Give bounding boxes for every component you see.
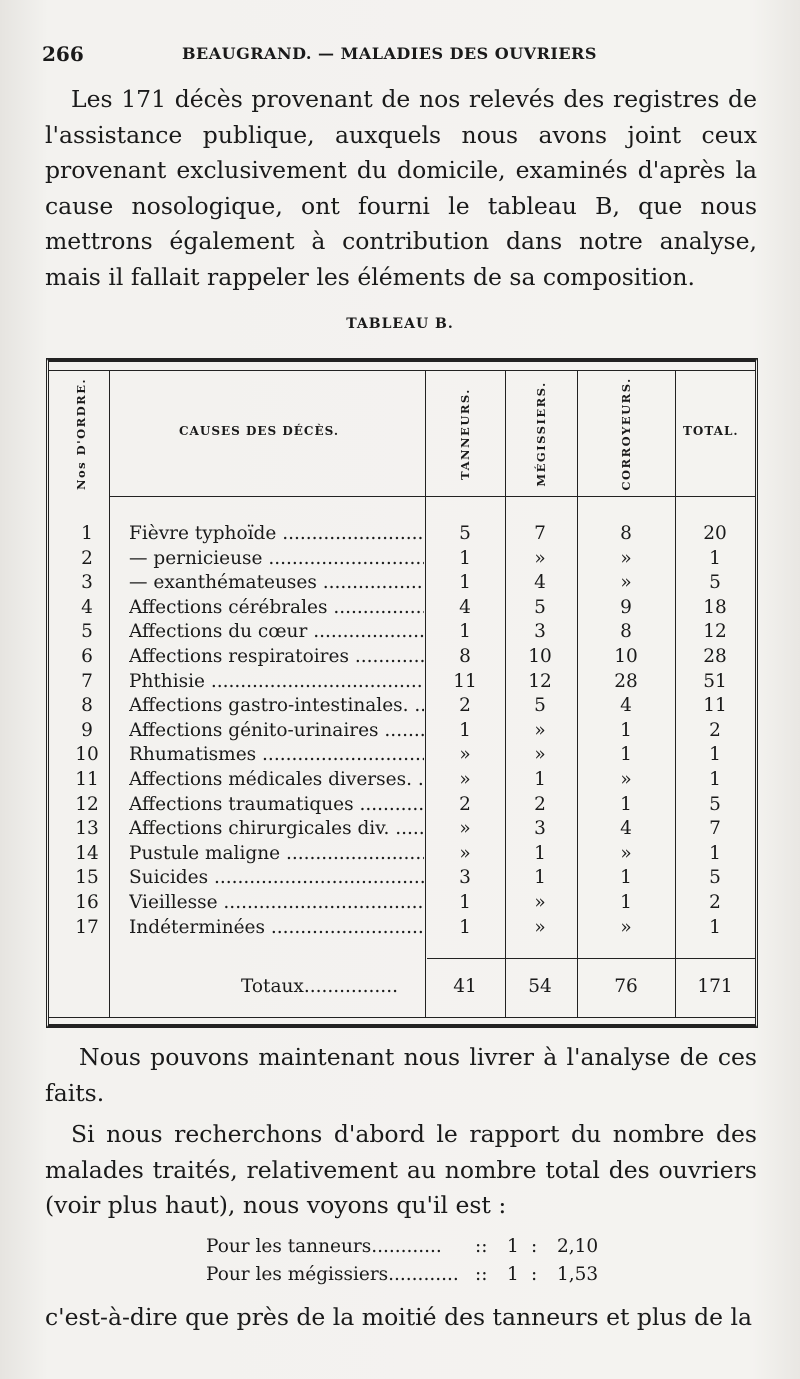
table-row (49, 695, 761, 720)
row-tanneurs: 8 (459, 645, 471, 667)
row-total: 11 (703, 695, 727, 717)
row-number: 6 (81, 645, 93, 667)
ratio-intro-paragraph: Si nous recherchons d'abord le rapport du nombre des malades traités, relativement au nombre total des ouvriers (voir plus haut), nous voyons qu'il est : (45, 1120, 757, 1219)
row-corroyeurs: 4 (620, 818, 632, 840)
row-number: 15 (75, 867, 99, 889)
ratio-megissiers (0, 1264, 800, 1292)
table-row (49, 917, 761, 942)
table-row (49, 720, 761, 745)
ratio-colon: : (531, 1264, 538, 1285)
row-megissiers: 1 (534, 867, 546, 889)
ratio-tanneurs (0, 1236, 800, 1264)
row-total: 12 (703, 621, 727, 643)
row-cause: Indéterminées ..... (129, 917, 424, 938)
table-row (49, 621, 761, 646)
ratio-a: 1 (507, 1264, 519, 1285)
row-tanneurs: 1 (459, 891, 471, 913)
row-tanneurs: » (459, 842, 471, 864)
row-corroyeurs: 1 (620, 719, 632, 741)
row-cause: Affections du cœur ..... (129, 621, 424, 642)
row-number: 1 (81, 523, 93, 544)
row-cause: — exanthémateuses ..... (129, 572, 424, 593)
table-row (49, 867, 761, 892)
row-total: 1 (709, 547, 721, 569)
row-cause: Affections gastro-intestinales. ..... (129, 695, 424, 716)
row-corroyeurs: 1 (620, 891, 632, 913)
row-megissiers: » (534, 744, 546, 766)
row-megissiers: 5 (534, 695, 546, 717)
row-tanneurs: 4 (459, 596, 471, 618)
row-cause: Affections traumatiques ..... (129, 794, 424, 815)
row-total: 18 (703, 596, 727, 618)
row-cause: Vieillesse ..... (129, 892, 424, 913)
totals-rule (427, 958, 755, 959)
row-corroyeurs: 1 (620, 744, 632, 766)
row-corroyeurs: 8 (620, 621, 632, 643)
row-cause: Affections cérébrales ..... (129, 597, 424, 618)
row-total: 51 (703, 670, 727, 692)
row-corroyeurs: » (620, 547, 632, 569)
running-title: BEAUGRAND. — MALADIES DES OUVRIERS (182, 44, 597, 63)
total-corroyeurs: 76 (614, 976, 638, 997)
row-number: 12 (75, 793, 99, 815)
row-corroyeurs: 1 (620, 867, 632, 889)
row-number: 17 (75, 916, 99, 938)
row-tanneurs: 1 (459, 572, 471, 594)
row-cause: Affections génito-urinaires ..... (129, 720, 424, 741)
page-number: 266 (42, 42, 84, 66)
row-cause: Pustule maligne ..... (129, 843, 424, 864)
row-corroyeurs: 28 (614, 670, 638, 692)
table-row (49, 548, 761, 573)
row-cause: Phthisie ..... (129, 671, 424, 692)
ratio-b: 2,10 (557, 1236, 599, 1257)
row-tanneurs: » (459, 744, 471, 766)
row-number: 7 (81, 670, 93, 692)
totals-row (49, 976, 761, 1002)
row-total: 28 (703, 645, 727, 667)
table-row (49, 892, 761, 917)
row-megissiers: 12 (528, 670, 552, 692)
header-number: Nos D'ORDRE. (74, 377, 88, 491)
row-total: 2 (709, 891, 721, 913)
row-megissiers: 7 (534, 523, 546, 544)
row-cause: — pernicieuse ..... (129, 548, 424, 569)
ratio-label: Pour les mégissiers ..... (206, 1264, 470, 1285)
total-all: 171 (697, 976, 733, 997)
ratio-b: 1,53 (557, 1264, 599, 1285)
row-corroyeurs: 8 (620, 523, 632, 544)
ratio-label: Pour les tanneurs ..... (206, 1236, 470, 1257)
row-megissiers: 1 (534, 842, 546, 864)
table-row (49, 794, 761, 819)
row-number: 10 (75, 744, 99, 766)
row-total: 5 (709, 793, 721, 815)
row-megissiers: 2 (534, 793, 546, 815)
row-number: 5 (81, 621, 93, 643)
table-top-rule (49, 370, 755, 371)
row-tanneurs: » (459, 768, 471, 790)
table-row (49, 646, 761, 671)
row-tanneurs: 1 (459, 547, 471, 569)
header-tanneurs: TANNEURS. (458, 388, 472, 480)
row-cause: Suicides ..... (129, 867, 424, 888)
row-corroyeurs: 10 (614, 645, 638, 667)
row-megissiers: 5 (534, 596, 546, 618)
table-row (49, 597, 761, 622)
header-corroyeurs: CORROYEURS. (619, 377, 633, 491)
totals-label: Totaux ..... (241, 976, 425, 997)
row-total: 1 (709, 768, 721, 790)
row-total: 1 (709, 842, 721, 864)
row-megissiers: » (534, 891, 546, 913)
row-tanneurs: 1 (459, 621, 471, 643)
row-megissiers: » (534, 547, 546, 569)
row-cause: Affections respiratoires ..... (129, 646, 424, 667)
ratio-separator: :: (475, 1236, 488, 1257)
row-corroyeurs: » (620, 768, 632, 790)
row-megissiers: 10 (528, 645, 552, 667)
row-tanneurs: 1 (459, 719, 471, 741)
ratio-colon: : (531, 1236, 538, 1257)
header-total: TOTAL. (683, 424, 739, 438)
row-total: 1 (709, 744, 721, 766)
row-corroyeurs: 9 (620, 596, 632, 618)
row-cause: Fièvre typhoïde ..... (129, 523, 424, 544)
row-tanneurs: 2 (459, 793, 471, 815)
row-number: 16 (75, 891, 99, 913)
ratio-a: 1 (507, 1236, 519, 1257)
header-megissiers: MÉGISSIERS. (534, 381, 548, 487)
table-row (49, 769, 761, 794)
row-megissiers: » (534, 719, 546, 741)
row-total: 5 (709, 572, 721, 594)
row-number: 11 (75, 768, 99, 790)
row-number: 13 (75, 818, 99, 840)
row-tanneurs: 1 (459, 916, 471, 938)
header-cause: CAUSES DES DÉCÈS. (179, 424, 340, 438)
row-corroyeurs: 1 (620, 793, 632, 815)
table-bottom-rule (49, 1017, 755, 1018)
row-megissiers: 3 (534, 621, 546, 643)
table-caption: TABLEAU B. (346, 316, 454, 332)
row-megissiers: 1 (534, 768, 546, 790)
total-tanneurs: 41 (453, 976, 477, 997)
table-row (49, 671, 761, 696)
row-total: 7 (709, 818, 721, 840)
ratio-separator: :: (475, 1264, 488, 1285)
row-tanneurs: 5 (459, 523, 471, 544)
row-cause: Affections médicales diverses. ..... (129, 769, 424, 790)
row-total: 20 (703, 523, 727, 544)
table-row (49, 843, 761, 868)
row-tanneurs: 3 (459, 867, 471, 889)
table-row (49, 523, 761, 548)
table-row (49, 572, 761, 597)
table-body (49, 523, 761, 941)
row-tanneurs: » (459, 818, 471, 840)
row-number: 8 (81, 695, 93, 717)
row-number: 14 (75, 842, 99, 864)
table-row (49, 818, 761, 843)
row-number: 3 (81, 572, 93, 594)
row-total: 5 (709, 867, 721, 889)
row-total: 2 (709, 719, 721, 741)
row-megissiers: 3 (534, 818, 546, 840)
row-tanneurs: 2 (459, 695, 471, 717)
table-row (49, 744, 761, 769)
row-number: 2 (81, 547, 93, 569)
row-corroyeurs: » (620, 916, 632, 938)
row-number: 9 (81, 719, 93, 741)
closing-paragraph: c'est-à-dire que près de la moitié des tanneurs et plus de la (45, 1303, 753, 1331)
intro-paragraph: Les 171 décès provenant de nos relevés des registres de l'assistance publique, auxquels nous avons joint ceux provenant exclusivement du domicile, examinés d'après la cause nosologique, ont fourni le tableau B, que nous mettrons également à contribution dans notre analyse, mais il fallait rappeler les éléments de sa composition. (45, 85, 757, 291)
row-cause: Affections chirurgicales div. ..... (129, 818, 424, 839)
row-megissiers: 4 (534, 572, 546, 594)
row-number: 4 (81, 596, 93, 618)
row-corroyeurs: » (620, 572, 632, 594)
row-tanneurs: 11 (453, 670, 477, 692)
row-corroyeurs: 4 (620, 695, 632, 717)
header-rule (109, 496, 755, 497)
row-corroyeurs: » (620, 842, 632, 864)
analysis-paragraph: Nous pouvons maintenant nous livrer à l'analyse de ces faits. (45, 1043, 757, 1107)
total-megissiers: 54 (528, 976, 552, 997)
row-cause: Rhumatismes ..... (129, 744, 424, 765)
row-megissiers: » (534, 916, 546, 938)
mortality-table (46, 358, 758, 1028)
row-total: 1 (709, 916, 721, 938)
page-header (42, 42, 762, 72)
